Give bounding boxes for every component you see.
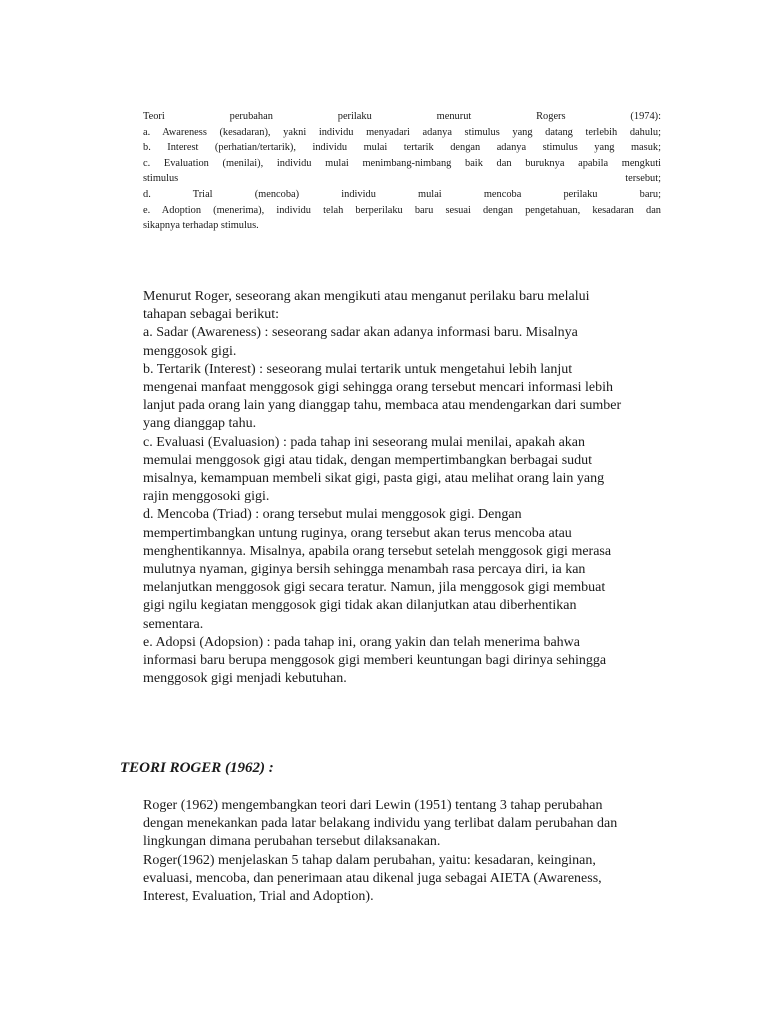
text-line: mulutnya nyaman, giginya bersih sehingga menambah rasa percaya diri, ia kan [143,562,586,578]
text-line: tahapan sebagai berikut: [143,307,280,323]
text-line: melanjutkan menggosok gigi secara teratur. Namun, jila menggosok gigi membuat [143,580,606,596]
text-line: e. Adopsi (Adopsion) : pada tahap ini, orang yakin dan telah menerima bahwa [143,634,580,650]
text-line: Roger (1962) mengembangkan teori dari Lewin (1951) tentang 3 tahap perubahan [143,798,603,813]
teori-roger-heading: TEORI ROGER (1962) : [120,760,274,776]
menurut-roger-paragraph [143,288,668,688]
text-line: rajin menggosoki gigi. [143,489,270,505]
text-line: mengenai manfaat menggosok gigi sehingga orang tersebut mencari informasi lebih [143,380,614,396]
text-line: menghentikannya. Misalnya, apabila orang tersebut setelah menggosok gigi merasa [143,543,612,559]
text-line: e. Adoption (menerima), individu telah berperilaku baru sesuai dengan pengetahuan, kesadaran dan [143,204,661,216]
text-line: Teori perubahan perilaku menurut Rogers (1974): [143,111,661,122]
text-line: c. Evaluation (menilai), individu mulai menimbang-nimbang baik dan buruknya apabila mengkuti [143,157,661,169]
text-line: sementara. [143,616,204,632]
text-line: misalnya, kemampuan membeli sikat gigi, pasta gigi, atau melihat orang lain yang [143,471,605,487]
text-line: a. Sadar (Awareness) : seseorang sadar akan adanya informasi baru. Misalnya [143,325,578,341]
text-line: sikapnya terhadap stimulus. [143,220,259,232]
text-line: memulai menggosok gigi atau tidak, dengan mempertimbangkan berbagai sudut [143,452,593,468]
text-line: informasi baru berupa menggosok gigi memberi keuntungan bagi dirinya sehingga [143,653,607,669]
text-line: menggosok gigi menjadi kebutuhan. [143,671,347,687]
text-line: stimulus tersebut; [143,173,661,185]
text-line: menggosok gigi. [143,343,237,359]
text-line: lingkungan dimana perubahan tersebut dilaksanakan. [143,834,441,850]
teori-roger-paragraph [143,797,668,906]
rogers-1974-paragraph [143,109,661,234]
text-line: evaluasi, mencoba, dan penerimaan atau dikenal juga sebagai AIETA (Awareness, [143,870,602,886]
text-line: gigi ngilu kegiatan menggosok gigi tidak akan dilanjutkan atau diberhentikan [143,598,577,614]
text-line: mempertimbangkan untung ruginya, orang tersebut akan terus mencoba atau [143,525,572,541]
text-line: Menurut Roger, seseorang akan mengikuti atau menganut perilaku baru melalui [143,289,590,304]
text-line: b. Interest (perhatian/tertarik), individu mulai tertarik dengan adanya stimulus yang masuk; [143,142,661,154]
text-line: c. Evaluasi (Evaluasion) : pada tahap ini seseorang mulai menilai, apakah akan [143,434,586,450]
text-line: b. Tertarik (Interest) : seseorang mulai tertarik untuk mengetahui lebih lanjut [143,361,573,377]
text-line: d. Mencoba (Triad) : orang tersebut mulai menggosok gigi. Dengan [143,507,522,523]
text-line: Roger(1962) menjelaskan 5 tahap dalam perubahan, yaitu: kesadaran, keinginan, [143,852,596,868]
text-line: a. Awareness (kesadaran), yakni individu menyadari adanya stimulus yang datang terlebih dahulu; [143,126,661,138]
text-line: yang dianggap tahu. [143,416,257,432]
text-line: d. Trial (mencoba) individu mulai mencoba perilaku baru; [143,188,661,200]
text-line: dengan menekankan pada latar belakang individu yang terlibat dalam perubahan dan [143,816,618,832]
text-line: Interest, Evaluation, Trial and Adoption). [143,889,374,905]
text-line: lanjut pada orang lain yang dianggap tahu, membaca atau mendengarkan dari sumber [143,398,622,414]
